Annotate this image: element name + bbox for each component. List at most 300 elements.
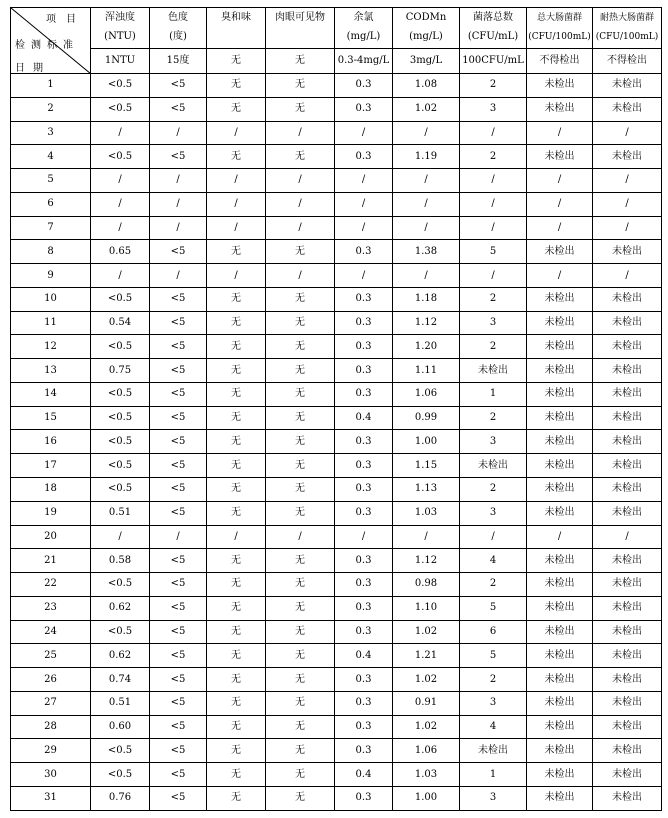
table-body bbox=[11, 74, 662, 811]
cell-codmn: 1.00 bbox=[393, 430, 460, 454]
cell-total-coliform: 未检出 bbox=[527, 739, 593, 763]
cell-colony-count: 2 bbox=[460, 573, 527, 597]
cell-colony-count: 3 bbox=[460, 430, 527, 454]
cell-color: <5 bbox=[150, 74, 207, 98]
cell-total-coliform: 未检出 bbox=[527, 596, 593, 620]
cell-odor: 无 bbox=[207, 97, 266, 121]
cell-residual-chlorine: 0.3 bbox=[335, 454, 393, 478]
cell-colony-count: 5 bbox=[460, 644, 527, 668]
cell-codmn: 1.06 bbox=[393, 382, 460, 406]
cell-colony-count: / bbox=[460, 264, 527, 288]
cell-thermotolerant-coliform: / bbox=[593, 121, 662, 145]
header-unit: (NTU) bbox=[104, 31, 136, 42]
corner-label-standard: 检测标准 bbox=[15, 40, 79, 51]
cell-color: <5 bbox=[150, 596, 207, 620]
header-unit: (CFU/100mL) bbox=[528, 32, 591, 42]
cell-turbidity: / bbox=[91, 121, 150, 145]
cell-thermotolerant-coliform: 未检出 bbox=[593, 596, 662, 620]
cell-thermotolerant-coliform: 未检出 bbox=[593, 430, 662, 454]
cell-thermotolerant-coliform: 未检出 bbox=[593, 739, 662, 763]
cell-thermotolerant-coliform: 未检出 bbox=[593, 406, 662, 430]
cell-date: 26 bbox=[11, 668, 91, 692]
cell-total-coliform: 未检出 bbox=[527, 311, 593, 335]
cell-odor: 无 bbox=[207, 501, 266, 525]
cell-total-coliform: 未检出 bbox=[527, 406, 593, 430]
table-row bbox=[11, 454, 662, 478]
cell-date: 3 bbox=[11, 121, 91, 145]
standard-cell: 1NTU bbox=[91, 49, 150, 74]
cell-color: <5 bbox=[150, 691, 207, 715]
cell-total-coliform: 未检出 bbox=[527, 287, 593, 311]
cell-colony-count: 2 bbox=[460, 406, 527, 430]
cell-odor: 无 bbox=[207, 145, 266, 169]
cell-residual-chlorine: 0.3 bbox=[335, 145, 393, 169]
cell-odor: 无 bbox=[207, 74, 266, 98]
cell-date: 10 bbox=[11, 287, 91, 311]
table-row bbox=[11, 359, 662, 383]
cell-visible-matter: / bbox=[266, 169, 335, 193]
cell-total-coliform: 未检出 bbox=[527, 644, 593, 668]
cell-total-coliform: 未检出 bbox=[527, 668, 593, 692]
table-row bbox=[11, 501, 662, 525]
standard-cell: 不得检出 bbox=[527, 49, 593, 74]
cell-visible-matter: 无 bbox=[266, 644, 335, 668]
cell-colony-count: 5 bbox=[460, 596, 527, 620]
cell-colony-count: 未检出 bbox=[460, 739, 527, 763]
cell-thermotolerant-coliform: 未检出 bbox=[593, 97, 662, 121]
cell-visible-matter: / bbox=[266, 264, 335, 288]
cell-total-coliform: 未检出 bbox=[527, 549, 593, 573]
cell-thermotolerant-coliform: 未检出 bbox=[593, 786, 662, 810]
cell-colony-count: 未检出 bbox=[460, 454, 527, 478]
cell-colony-count: 未检出 bbox=[460, 359, 527, 383]
header-name: 肉眼可见物 bbox=[275, 12, 325, 23]
cell-color: / bbox=[150, 121, 207, 145]
cell-residual-chlorine: 0.3 bbox=[335, 478, 393, 502]
cell-turbidity: 0.58 bbox=[91, 549, 150, 573]
header-turbidity bbox=[91, 8, 150, 49]
corner-label-date: 日期 bbox=[15, 63, 51, 74]
cell-total-coliform: 未检出 bbox=[527, 620, 593, 644]
cell-colony-count: 1 bbox=[460, 763, 527, 787]
cell-colony-count: 2 bbox=[460, 668, 527, 692]
header-codmn bbox=[393, 8, 460, 49]
cell-date: 15 bbox=[11, 406, 91, 430]
cell-thermotolerant-coliform: 未检出 bbox=[593, 573, 662, 597]
cell-color: <5 bbox=[150, 478, 207, 502]
cell-visible-matter: 无 bbox=[266, 406, 335, 430]
cell-codmn: / bbox=[393, 264, 460, 288]
cell-color: <5 bbox=[150, 715, 207, 739]
header-colony-count bbox=[460, 8, 527, 49]
cell-colony-count: 1 bbox=[460, 382, 527, 406]
cell-colony-count: / bbox=[460, 525, 527, 549]
corner-label-item: 项目 bbox=[46, 14, 86, 25]
cell-codmn: / bbox=[393, 525, 460, 549]
cell-codmn: 1.15 bbox=[393, 454, 460, 478]
standard-cell: 无 bbox=[207, 49, 266, 74]
cell-codmn: 1.03 bbox=[393, 763, 460, 787]
cell-codmn: 1.11 bbox=[393, 359, 460, 383]
cell-date: 16 bbox=[11, 430, 91, 454]
standard-cell: 15度 bbox=[150, 49, 207, 74]
standard-cell: 3mg/L bbox=[393, 49, 460, 74]
header-color bbox=[150, 8, 207, 49]
cell-visible-matter: 无 bbox=[266, 382, 335, 406]
cell-color: <5 bbox=[150, 549, 207, 573]
cell-total-coliform: / bbox=[527, 264, 593, 288]
table-row bbox=[11, 573, 662, 597]
cell-odor: 无 bbox=[207, 335, 266, 359]
cell-date: 31 bbox=[11, 786, 91, 810]
table-row bbox=[11, 549, 662, 573]
cell-codmn: 0.98 bbox=[393, 573, 460, 597]
cell-color: <5 bbox=[150, 335, 207, 359]
cell-turbidity: 0.75 bbox=[91, 359, 150, 383]
cell-color: <5 bbox=[150, 359, 207, 383]
cell-codmn: 1.12 bbox=[393, 549, 460, 573]
cell-residual-chlorine: / bbox=[335, 121, 393, 145]
cell-codmn: 1.08 bbox=[393, 74, 460, 98]
cell-colony-count: / bbox=[460, 121, 527, 145]
cell-turbidity: 0.62 bbox=[91, 644, 150, 668]
cell-colony-count: 5 bbox=[460, 240, 527, 264]
cell-total-coliform: 未检出 bbox=[527, 454, 593, 478]
cell-date: 7 bbox=[11, 216, 91, 240]
cell-total-coliform: / bbox=[527, 525, 593, 549]
cell-date: 9 bbox=[11, 264, 91, 288]
header-name: 菌落总数 bbox=[473, 12, 513, 23]
cell-visible-matter: 无 bbox=[266, 311, 335, 335]
cell-odor: 无 bbox=[207, 382, 266, 406]
cell-colony-count: 2 bbox=[460, 335, 527, 359]
cell-turbidity: 0.60 bbox=[91, 715, 150, 739]
header-name: 臭和味 bbox=[221, 12, 251, 23]
cell-colony-count: 3 bbox=[460, 311, 527, 335]
cell-codmn: / bbox=[393, 121, 460, 145]
cell-colony-count: 4 bbox=[460, 715, 527, 739]
cell-color: <5 bbox=[150, 287, 207, 311]
cell-residual-chlorine: 0.3 bbox=[335, 573, 393, 597]
cell-residual-chlorine: 0.3 bbox=[335, 786, 393, 810]
cell-residual-chlorine: 0.4 bbox=[335, 406, 393, 430]
table-row bbox=[11, 620, 662, 644]
cell-thermotolerant-coliform: 未检出 bbox=[593, 240, 662, 264]
cell-visible-matter: 无 bbox=[266, 501, 335, 525]
cell-odor: 无 bbox=[207, 644, 266, 668]
header-unit: (度) bbox=[169, 31, 187, 42]
cell-codmn: 1.02 bbox=[393, 715, 460, 739]
cell-thermotolerant-coliform: 未检出 bbox=[593, 311, 662, 335]
header-unit: (CFU/100mL) bbox=[595, 32, 659, 42]
cell-residual-chlorine: 0.3 bbox=[335, 596, 393, 620]
cell-codmn: 1.20 bbox=[393, 335, 460, 359]
cell-visible-matter: 无 bbox=[266, 786, 335, 810]
cell-date: 12 bbox=[11, 335, 91, 359]
cell-turbidity: <0.5 bbox=[91, 763, 150, 787]
cell-total-coliform: 未检出 bbox=[527, 573, 593, 597]
cell-thermotolerant-coliform: 未检出 bbox=[593, 359, 662, 383]
cell-thermotolerant-coliform: 未检出 bbox=[593, 335, 662, 359]
cell-date: 17 bbox=[11, 454, 91, 478]
table-row bbox=[11, 74, 662, 98]
cell-codmn: / bbox=[393, 192, 460, 216]
table-row bbox=[11, 382, 662, 406]
table-row bbox=[11, 335, 662, 359]
cell-date: 6 bbox=[11, 192, 91, 216]
cell-residual-chlorine: 0.3 bbox=[335, 668, 393, 692]
cell-visible-matter: 无 bbox=[266, 739, 335, 763]
cell-turbidity: <0.5 bbox=[91, 145, 150, 169]
cell-codmn: 1.12 bbox=[393, 311, 460, 335]
cell-odor: 无 bbox=[207, 287, 266, 311]
cell-color: / bbox=[150, 169, 207, 193]
cell-codmn: / bbox=[393, 216, 460, 240]
cell-visible-matter: 无 bbox=[266, 763, 335, 787]
cell-total-coliform: 未检出 bbox=[527, 715, 593, 739]
cell-total-coliform: 未检出 bbox=[527, 359, 593, 383]
cell-residual-chlorine: 0.3 bbox=[335, 97, 393, 121]
header-name: CODMn bbox=[405, 12, 447, 23]
cell-color: / bbox=[150, 264, 207, 288]
cell-colony-count: 4 bbox=[460, 549, 527, 573]
standard-cell: 0.3-4mg/L bbox=[335, 49, 393, 74]
cell-thermotolerant-coliform: 未检出 bbox=[593, 74, 662, 98]
cell-date: 13 bbox=[11, 359, 91, 383]
cell-color: <5 bbox=[150, 739, 207, 763]
cell-odor: 无 bbox=[207, 573, 266, 597]
cell-visible-matter: 无 bbox=[266, 573, 335, 597]
cell-thermotolerant-coliform: / bbox=[593, 264, 662, 288]
cell-odor: 无 bbox=[207, 763, 266, 787]
cell-total-coliform: 未检出 bbox=[527, 145, 593, 169]
cell-visible-matter: 无 bbox=[266, 596, 335, 620]
cell-residual-chlorine: 0.3 bbox=[335, 287, 393, 311]
cell-total-coliform: 未检出 bbox=[527, 478, 593, 502]
header-unit: (CFU/mL) bbox=[467, 31, 519, 42]
cell-odor: / bbox=[207, 264, 266, 288]
cell-turbidity: <0.5 bbox=[91, 454, 150, 478]
cell-odor: 无 bbox=[207, 668, 266, 692]
cell-color: <5 bbox=[150, 430, 207, 454]
cell-date: 14 bbox=[11, 382, 91, 406]
cell-date: 21 bbox=[11, 549, 91, 573]
cell-odor: 无 bbox=[207, 430, 266, 454]
cell-residual-chlorine: / bbox=[335, 264, 393, 288]
water-quality-table bbox=[10, 7, 662, 811]
cell-turbidity: <0.5 bbox=[91, 739, 150, 763]
table-row bbox=[11, 715, 662, 739]
corner-header-cell bbox=[11, 8, 91, 74]
cell-odor: / bbox=[207, 216, 266, 240]
cell-date: 5 bbox=[11, 169, 91, 193]
cell-thermotolerant-coliform: 未检出 bbox=[593, 382, 662, 406]
cell-odor: 无 bbox=[207, 406, 266, 430]
standard-cell: 不得检出 bbox=[593, 49, 662, 74]
cell-turbidity: <0.5 bbox=[91, 335, 150, 359]
table-row bbox=[11, 739, 662, 763]
cell-codmn: 1.06 bbox=[393, 739, 460, 763]
cell-date: 8 bbox=[11, 240, 91, 264]
cell-codmn: 1.21 bbox=[393, 644, 460, 668]
cell-total-coliform: 未检出 bbox=[527, 763, 593, 787]
cell-turbidity: / bbox=[91, 169, 150, 193]
cell-residual-chlorine: / bbox=[335, 216, 393, 240]
cell-residual-chlorine: / bbox=[335, 192, 393, 216]
cell-color: / bbox=[150, 192, 207, 216]
cell-date: 23 bbox=[11, 596, 91, 620]
cell-residual-chlorine: 0.3 bbox=[335, 691, 393, 715]
cell-codmn: 1.10 bbox=[393, 596, 460, 620]
cell-codmn: 1.18 bbox=[393, 287, 460, 311]
cell-colony-count: 3 bbox=[460, 786, 527, 810]
cell-residual-chlorine: 0.3 bbox=[335, 240, 393, 264]
cell-thermotolerant-coliform: / bbox=[593, 169, 662, 193]
cell-turbidity: <0.5 bbox=[91, 97, 150, 121]
cell-visible-matter: 无 bbox=[266, 240, 335, 264]
table-row bbox=[11, 525, 662, 549]
table-row bbox=[11, 240, 662, 264]
header-row-names bbox=[11, 8, 662, 49]
header-total-coliform bbox=[527, 8, 593, 49]
cell-thermotolerant-coliform: 未检出 bbox=[593, 478, 662, 502]
cell-odor: 无 bbox=[207, 596, 266, 620]
cell-thermotolerant-coliform: 未检出 bbox=[593, 668, 662, 692]
cell-visible-matter: 无 bbox=[266, 287, 335, 311]
cell-turbidity: 0.51 bbox=[91, 501, 150, 525]
cell-date: 11 bbox=[11, 311, 91, 335]
cell-turbidity: / bbox=[91, 525, 150, 549]
cell-color: <5 bbox=[150, 311, 207, 335]
cell-codmn: 1.00 bbox=[393, 786, 460, 810]
cell-visible-matter: 无 bbox=[266, 691, 335, 715]
cell-total-coliform: 未检出 bbox=[527, 691, 593, 715]
cell-colony-count: 2 bbox=[460, 478, 527, 502]
cell-thermotolerant-coliform: 未检出 bbox=[593, 454, 662, 478]
cell-visible-matter: 无 bbox=[266, 668, 335, 692]
standard-cell: 无 bbox=[266, 49, 335, 74]
cell-turbidity: <0.5 bbox=[91, 287, 150, 311]
cell-thermotolerant-coliform: 未检出 bbox=[593, 763, 662, 787]
cell-codmn: 1.02 bbox=[393, 620, 460, 644]
cell-date: 25 bbox=[11, 644, 91, 668]
cell-thermotolerant-coliform: 未检出 bbox=[593, 691, 662, 715]
cell-codmn: 0.99 bbox=[393, 406, 460, 430]
cell-codmn: 1.38 bbox=[393, 240, 460, 264]
cell-color: <5 bbox=[150, 97, 207, 121]
table-row bbox=[11, 264, 662, 288]
cell-color: <5 bbox=[150, 454, 207, 478]
cell-total-coliform: 未检出 bbox=[527, 430, 593, 454]
table-row bbox=[11, 786, 662, 810]
cell-codmn: / bbox=[393, 169, 460, 193]
header-thermotolerant-coliform bbox=[593, 8, 662, 49]
cell-turbidity: <0.5 bbox=[91, 478, 150, 502]
cell-residual-chlorine: 0.3 bbox=[335, 335, 393, 359]
cell-color: <5 bbox=[150, 406, 207, 430]
cell-colony-count: 2 bbox=[460, 74, 527, 98]
cell-residual-chlorine: 0.3 bbox=[335, 501, 393, 525]
cell-total-coliform: 未检出 bbox=[527, 74, 593, 98]
cell-turbidity: 0.62 bbox=[91, 596, 150, 620]
header-odor bbox=[207, 8, 266, 49]
cell-residual-chlorine: / bbox=[335, 525, 393, 549]
cell-odor: 无 bbox=[207, 478, 266, 502]
cell-colony-count: 2 bbox=[460, 145, 527, 169]
cell-thermotolerant-coliform: 未检出 bbox=[593, 145, 662, 169]
cell-color: <5 bbox=[150, 240, 207, 264]
cell-date: 24 bbox=[11, 620, 91, 644]
cell-thermotolerant-coliform: 未检出 bbox=[593, 715, 662, 739]
cell-turbidity: 0.51 bbox=[91, 691, 150, 715]
cell-visible-matter: / bbox=[266, 525, 335, 549]
cell-total-coliform: / bbox=[527, 121, 593, 145]
cell-turbidity: 0.76 bbox=[91, 786, 150, 810]
cell-turbidity: <0.5 bbox=[91, 430, 150, 454]
cell-residual-chlorine: 0.3 bbox=[335, 620, 393, 644]
cell-date: 18 bbox=[11, 478, 91, 502]
cell-odor: / bbox=[207, 192, 266, 216]
cell-visible-matter: / bbox=[266, 192, 335, 216]
table-row bbox=[11, 311, 662, 335]
cell-residual-chlorine: 0.4 bbox=[335, 763, 393, 787]
cell-date: 4 bbox=[11, 145, 91, 169]
cell-thermotolerant-coliform: 未检出 bbox=[593, 549, 662, 573]
cell-odor: / bbox=[207, 121, 266, 145]
cell-colony-count: 6 bbox=[460, 620, 527, 644]
cell-odor: 无 bbox=[207, 620, 266, 644]
table-row bbox=[11, 121, 662, 145]
cell-color: <5 bbox=[150, 763, 207, 787]
cell-thermotolerant-coliform: 未检出 bbox=[593, 287, 662, 311]
header-residual-chlorine bbox=[335, 8, 393, 49]
cell-colony-count: 3 bbox=[460, 691, 527, 715]
cell-odor: 无 bbox=[207, 549, 266, 573]
cell-color: / bbox=[150, 525, 207, 549]
cell-color: <5 bbox=[150, 501, 207, 525]
table-row bbox=[11, 145, 662, 169]
cell-visible-matter: 无 bbox=[266, 620, 335, 644]
cell-turbidity: <0.5 bbox=[91, 382, 150, 406]
cell-turbidity: 0.65 bbox=[91, 240, 150, 264]
cell-visible-matter: 无 bbox=[266, 715, 335, 739]
table-row bbox=[11, 763, 662, 787]
cell-total-coliform: 未检出 bbox=[527, 382, 593, 406]
cell-visible-matter: 无 bbox=[266, 97, 335, 121]
cell-total-coliform: 未检出 bbox=[527, 240, 593, 264]
cell-residual-chlorine: 0.3 bbox=[335, 311, 393, 335]
cell-odor: 无 bbox=[207, 739, 266, 763]
table-row bbox=[11, 691, 662, 715]
cell-color: <5 bbox=[150, 573, 207, 597]
cell-total-coliform: / bbox=[527, 192, 593, 216]
cell-odor: 无 bbox=[207, 359, 266, 383]
cell-residual-chlorine: 0.3 bbox=[335, 739, 393, 763]
header-name: 浑浊度 bbox=[105, 12, 135, 23]
cell-thermotolerant-coliform: 未检出 bbox=[593, 501, 662, 525]
cell-color: <5 bbox=[150, 668, 207, 692]
cell-color: / bbox=[150, 216, 207, 240]
cell-visible-matter: 无 bbox=[266, 335, 335, 359]
cell-codmn: 1.13 bbox=[393, 478, 460, 502]
table-row bbox=[11, 287, 662, 311]
cell-turbidity: 0.54 bbox=[91, 311, 150, 335]
header-unit: (mg/L) bbox=[409, 31, 443, 42]
cell-codmn: 1.02 bbox=[393, 668, 460, 692]
cell-residual-chlorine: 0.3 bbox=[335, 74, 393, 98]
cell-color: <5 bbox=[150, 644, 207, 668]
cell-odor: 无 bbox=[207, 454, 266, 478]
